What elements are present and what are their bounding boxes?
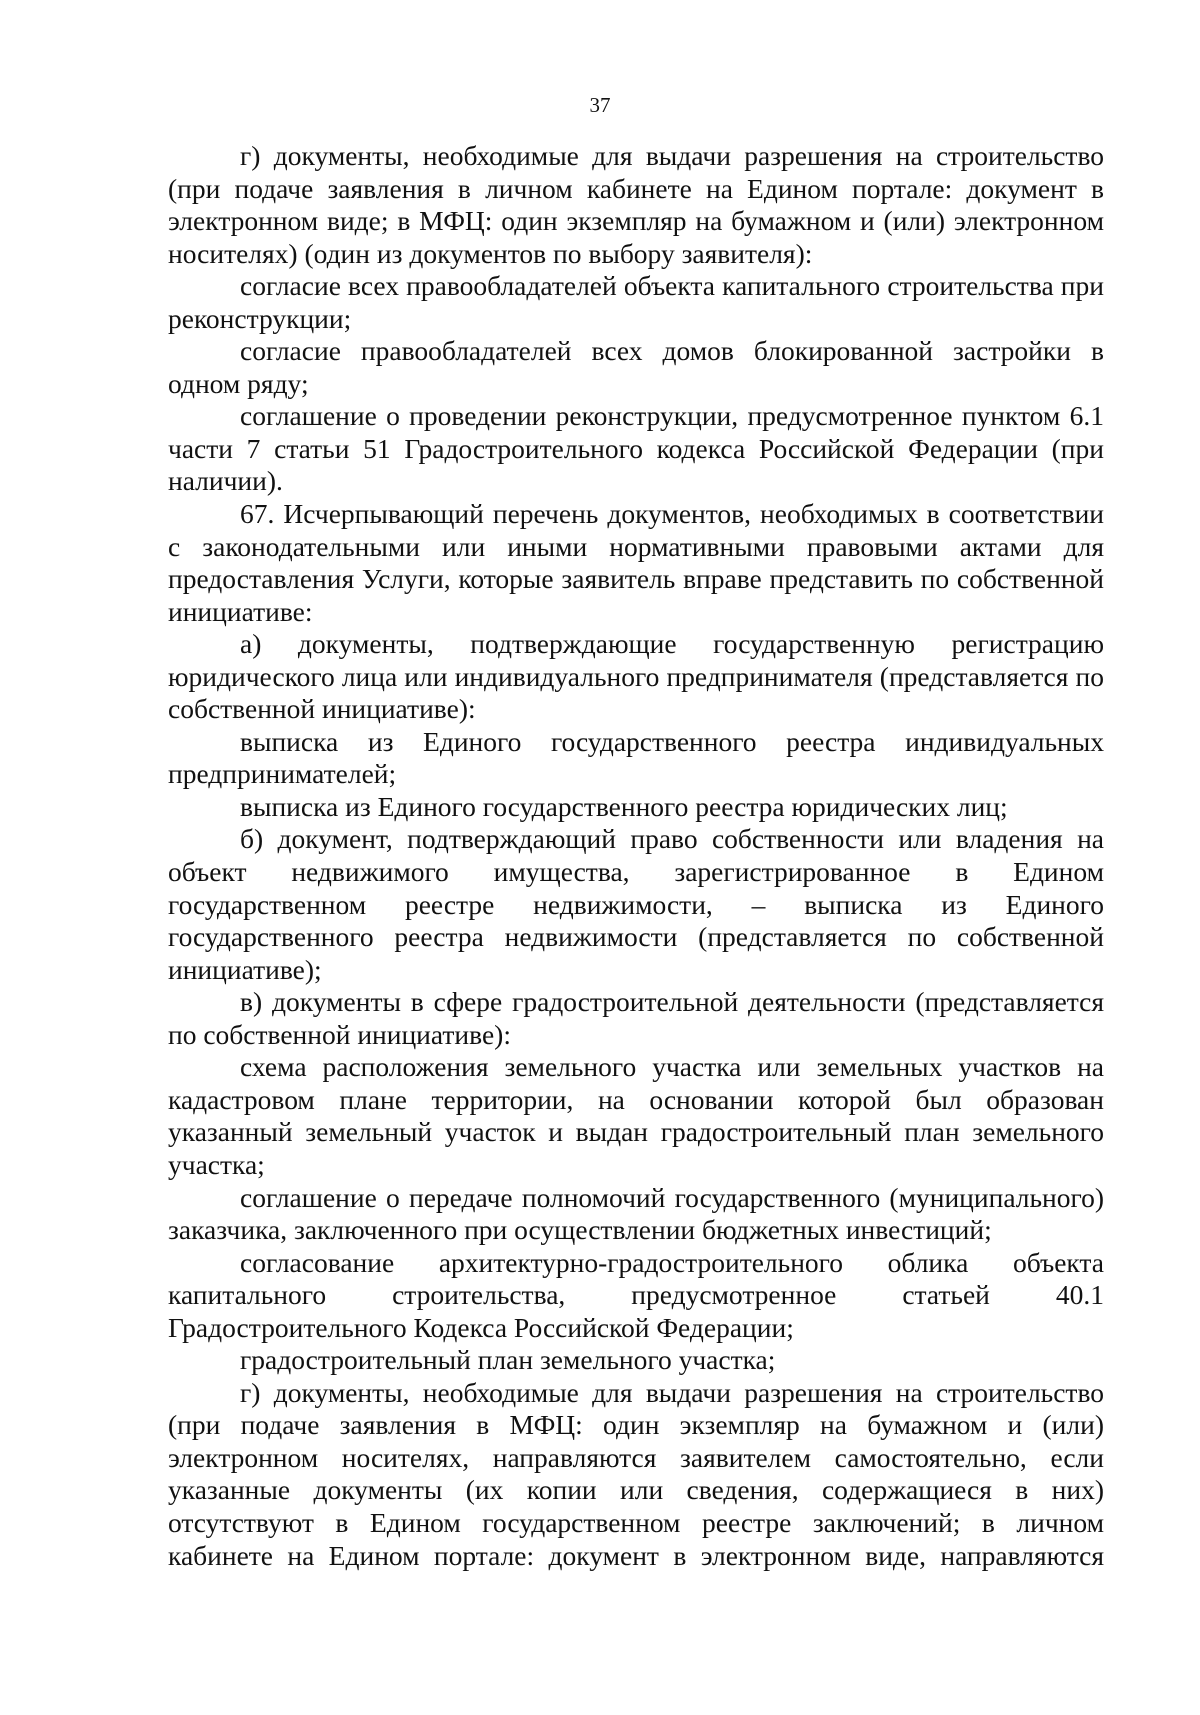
paragraph-b-ownership-document: б) документ, подтверждающий право собственности или владения на объект недвижимого имущества, зарегистрированное в Едином государственном реестре недвижимости, – выписка из Единого государственного реестра недвижимости (представляется по собственной инициативе); (168, 823, 1104, 985)
paragraph-egrul-extract: выписка из Единого государственного реестра юридических лиц; (240, 790, 1008, 822)
paragraph-urban-planning-plan: градостроительный план земельного участка; (240, 1344, 776, 1376)
paragraph-land-plot-scheme: схема расположения земельного участка или земельных участков на кадастровом плане территории, на основании которой был образован указанный земельный участок и выдан градостроительный план земельного участка; (168, 1051, 1104, 1180)
paragraph-reconstruction-agreement: соглашение о проведении реконструкции, предусмотренное пунктом 6.1 части 7 статьи 51 Градостроительного кодекса Российской Федерации (при наличии). (168, 400, 1104, 497)
page-number: 37 (589, 93, 611, 117)
paragraph-g-documents-mfc: г) документы, необходимые для выдачи разрешения на строительство (при подаче заявления в МФЦ: один экземпляр на бумажном и (или) электронном носителях, направляются заявителем самостоятельно, если указанные документы (их копии или сведения, содержащиеся в них) отсутствуют в Едином государственном реестре заключений; в личном кабинете на Едином портале: документ в электронном виде, направляются (168, 1376, 1104, 1571)
paragraph-g-documents-for-permit: г) документы, необходимые для выдачи разрешения на строительство (при подаче заявления в личном кабинете на Едином портале: документ в электронном виде; в МФЦ: один экземпляр на бумажном и (или) электронном носителях) (один из документов по выбору заявителя): (168, 140, 1104, 269)
paragraph-consent-blocked-houses: согласие правообладателей всех домов блокированной застройки в одном ряду; (168, 335, 1104, 399)
paragraph-powers-transfer-agreement: соглашение о передаче полномочий государственного (муниципального) заказчика, заключенного при осуществлении бюджетных инвестиций; (168, 1181, 1104, 1246)
paragraph-egrip-extract: выписка из Единого государственного реестра индивидуальных предпринимателей; (168, 725, 1104, 790)
paragraph-consent-all-rightholders: согласие всех правообладателей объекта капитального строительства при реконструкции; (168, 270, 1104, 334)
paragraph-a-state-registration: а) документы, подтверждающие государственную регистрацию юридического лица или индивидуального предпринимателя (представляется по собственной инициативе): (168, 628, 1104, 725)
paragraph-architectural-appearance-approval: согласование архитектурно-градостроительного облика объекта капитального строительства, предусмотренное статьей 40.1 Градостроительного Кодекса Российской Федерации; (168, 1246, 1104, 1343)
paragraph-v-urban-planning-documents: в) документы в сфере градостроительной деятельности (представляется по собственной инициативе): (168, 986, 1104, 1050)
document-body (168, 140, 1104, 1572)
paragraph-67-exhaustive-list: 67. Исчерпывающий перечень документов, необходимых в соответствии с законодательными или иными нормативными правовыми актами для предоставления Услуги, которые заявитель вправе представить по собственной инициативе: (168, 498, 1104, 627)
